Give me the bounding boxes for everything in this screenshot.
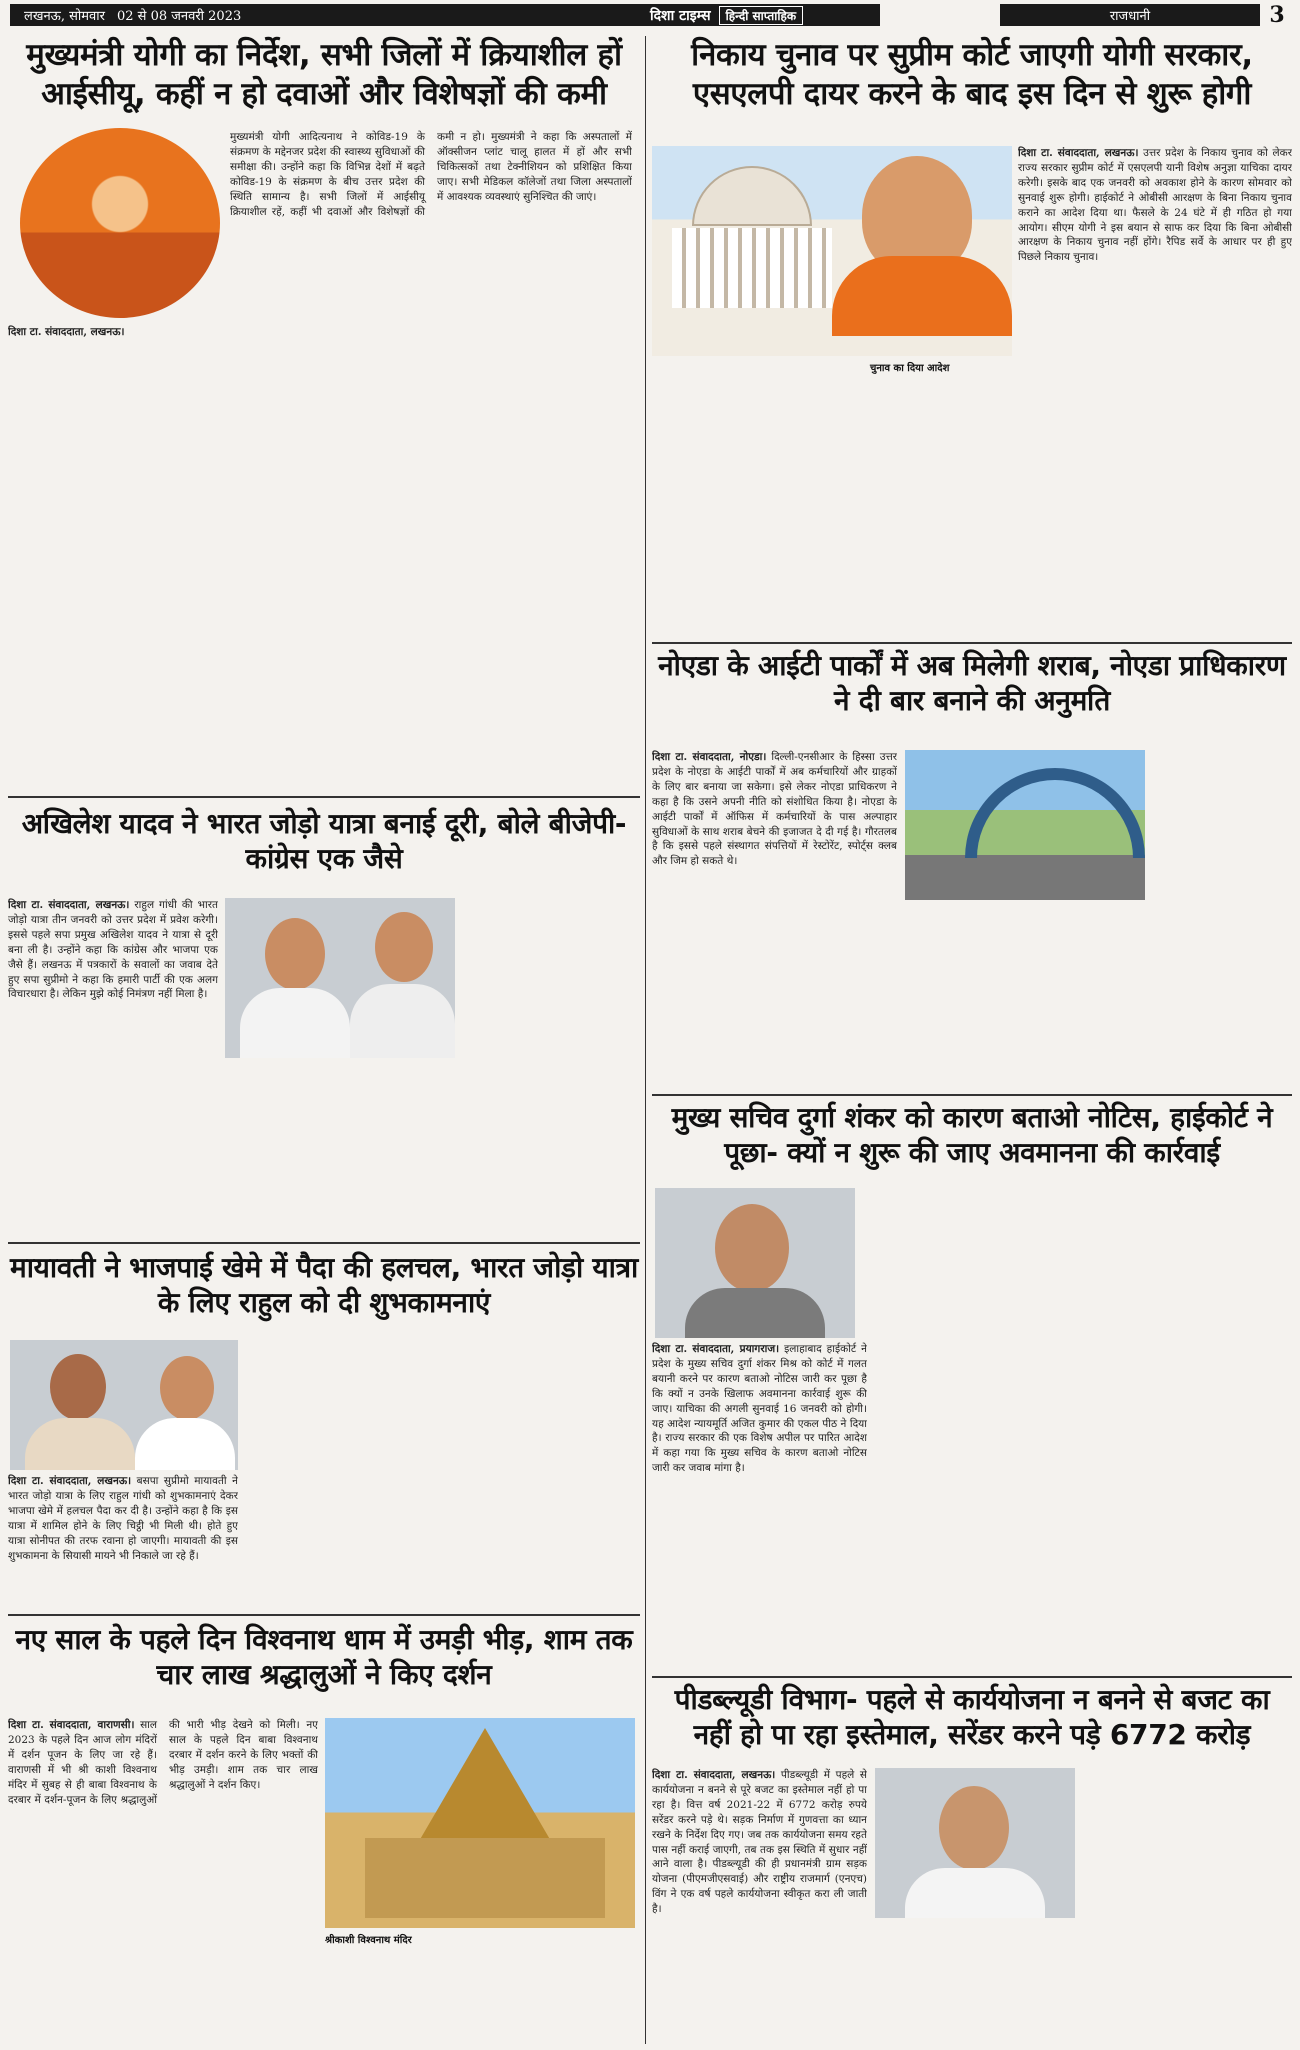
article-chief-secretary-body <box>652 1342 867 1672</box>
dateline: दिशा टा. संवाददाता, लखनऊ। <box>8 899 130 911</box>
masthead <box>0 0 1300 30</box>
article-body: मुख्यमंत्री योगी आदित्यनाथ ने कोविड-19 के संक्रमण के मद्देनजर प्रदेश की स्वास्थ्य सुविधाओं की समीक्षा की। उन्होंने कहा कि विभिन्न देशों में बढ़ते कोविड-19 के संक्रमण के बीच उत्तर प्रदेश की स्थिति सामान्य है। सभी जिलों में आईसीयू क्रियाशील रहें, कहीं भी दवाओं और विशेषज्ञों की कमी न हो। मुख्यमंत्री ने कहा कि अस्पतालों में ऑक्सीजन प्लांट चालू हालत में हों और सभी चिकित्सकों तथा टेक्नीशियन को प्रशिक्षित किया जाए। सभी मेडिकल कॉलेजों तथा जिला अस्पतालों में आवश्यक व्यवस्थाएं सुनिश्चित की जाएं। <box>230 131 632 218</box>
article-body: साल 2023 के पहले दिन आज लोग मंदिरों में दर्शन पूजन के लिए जा रहे हैं। वाराणसी में भी श्री काशी विश्वनाथ मंदिर में सुबह से ही बाबा विश्वनाथ के दरबार में दर्शन-पूजन के लिए श्रद्धालुओं की भारी भीड़ देखने को मिली। नए साल के पहले दिन बाबा विश्वनाथ दरबार में दर्शन करने के लिए भक्तों की भीड़ उमड़ी। शाम तक चार लाख श्रद्धालुओं ने दर्शन किए। <box>8 1719 318 1806</box>
headline: मायावती ने भाजपाई खेमे में पैदा की हलचल, भारत जोड़ो यात्रा के लिए राहुल को दी शुभकामनाएं <box>9 1251 639 1319</box>
paper-name: दिशा टाइम्स <box>650 7 711 24</box>
article-akhilesh-body-left <box>8 898 218 1238</box>
dateline: दिशा टा. संवाददाता, वाराणसी। <box>8 1719 135 1731</box>
article-vishwanath-body <box>8 1718 318 2043</box>
masthead-date: 02 से 08 जनवरी 2023 <box>116 9 242 24</box>
divider <box>652 1676 1292 1678</box>
headline: निकाय चुनाव पर सुप्रीम कोर्ट जाएगी योगी सरकार, एसएलपी दायर करने के बाद इस दिन से शुरू होगी <box>691 37 1253 112</box>
article-pwd <box>652 1682 1292 1752</box>
photo-noida-gate <box>905 750 1145 900</box>
headline: नोएडा के आईटी पार्कों में अब मिलेगी शराब, नोएडा प्राधिकारण ने दी बार बनाने की अनुमति <box>658 649 1286 717</box>
divider <box>8 1614 640 1616</box>
photo-yogi <box>20 128 220 318</box>
article-chief-secretary <box>652 1100 1292 1170</box>
headline: पीडब्ल्यूडी विभाग- पहले से कार्ययोजना न बनने से बजट का नहीं हो पा रहा इस्तेमाल, सरेंडर करने पड़े 6772 करोड़ <box>674 1683 1270 1751</box>
article-yogi-icu-body <box>8 325 640 790</box>
photo-temple <box>325 1718 635 1928</box>
article-vishwanath <box>8 1622 640 1692</box>
photo-jitin-prasada <box>875 1768 1075 1918</box>
article-mayawati-body-left <box>8 1474 238 1609</box>
dateline: दिशा टा. संवाददाता, लखनऊ। <box>8 1475 132 1487</box>
article-supreme-court-body-right <box>1018 146 1292 636</box>
temple-caption <box>325 1932 635 1949</box>
article-body: उत्तर प्रदेश के निकाय चुनाव को लेकर राज्य सरकार सुप्रीम कोर्ट में एसएलपी यानी विशेष अनुज्ञा याचिका दायर करेगी। इसके बाद एक जनवरी को अवकाश होने के कारण सोमवार को सुनवाई शुरू होगी। हाईकोर्ट ने ओबीसी आरक्षण के बिना निकाय चुनाव कराने का आदेश दिया था। फैसले के 24 घंटे में ही गठित हो गया आयोग। सीएम योगी ने इस बयान से साफ कर दिया कि बिना ओबीसी आरक्षण के निकाय चुनाव नहीं होंगे। रैपिड सर्वे के आधार पर ही हुए पिछले निकाय चुनाव। <box>1018 147 1292 264</box>
article-noida <box>652 648 1292 718</box>
divider <box>8 1242 640 1244</box>
column-divider <box>645 36 646 2044</box>
divider <box>8 796 640 798</box>
divider <box>652 642 1292 644</box>
article-noida-body <box>652 750 897 1088</box>
page-number: 3 <box>1269 2 1285 28</box>
divider <box>652 1094 1292 1096</box>
photo-akhilesh <box>225 898 455 1058</box>
article-yogi-icu-body-top <box>230 130 632 320</box>
dateline: दिशा टा. संवाददाता, प्रयागराज। <box>652 1343 780 1355</box>
article-body: पीडब्ल्यूडी में पहले से कार्ययोजना न बनने से पूरे बजट का इस्तेमाल नहीं हो पा रहा है। वित्त वर्ष 2021-22 में 6772 करोड़ रुपये सरेंडर करने पड़े थे। सड़क निर्माण में गुणवत्ता का ध्यान रखने के निर्देश दिए गए। जब तक कार्ययोजना समय रहते पास नहीं कराई जाएगी, तब तक इस स्थिति में सुधार नहीं आने वाला है। पीडब्ल्यूडी की ही प्रधानमंत्री ग्राम सड़क योजना (पीएमजीएसवाई) और राष्ट्रीय राजमार्ग (एनएच) विंग ने एक वर्ष पहले कार्ययोजना स्वीकृत करा ली जाती है। <box>652 1769 867 1916</box>
photo-supreme-court-yogi <box>652 146 1012 356</box>
dateline: दिशा टा. संवाददाता, लखनऊ। <box>1018 147 1139 159</box>
article-body: राहुल गांधी की भारत जोड़ो यात्रा तीन जनवरी को उत्तर प्रदेश में प्रवेश करेगी। इससे पहले सपा प्रमुख अखिलेश यादव ने यात्रा से दूरी बना ली है। उन्होंने कहा कि कांग्रेस और भाजपा एक जैसे हैं। लखनऊ में पत्रकारों के सवालों का जवाब देते हुए सपा सुप्रीमो ने कहा कि हमारी पार्टी की एक अलग विचारधारा है। लेकिन मुझे कोई निमंत्रण नहीं मिला है। <box>8 899 218 1001</box>
masthead-dateline-bar <box>10 4 650 26</box>
article-body: इलाहाबाद हाईकोर्ट ने प्रदेश के मुख्य सचिव दुर्गा शंकर मिश्र को कोर्ट में गलत बयानी करने पर कारण बताओ नोटिस जारी कर पूछा है कि क्यों न उनके खिलाफ अवमानना कार्रवाई शुरू की जाए। याचिका की अगली सुनवाई 16 जनवरी को होगी। यह आदेश न्यायमूर्ति अजित कुमार की एकल पीठ ने दिया है। राज्य सरकार की एक विशेष अपील पर पारित आदेश में कहा गया कि मुख्य सचिव के कारण बताओ नोटिस जारी कर जवाब मांगा है। <box>652 1343 867 1475</box>
supreme-court-caption <box>870 360 1010 377</box>
headline: मुख्य सचिव दुर्गा शंकर को कारण बताओ नोटिस, हाईकोर्ट ने पूछा- क्यों न शुरू की जाए अवमानना की कार्रवाई <box>671 1101 1273 1169</box>
article-pwd-body <box>652 1768 867 2043</box>
masthead-paper-name <box>640 4 880 26</box>
headline: मुख्यमंत्री योगी का निर्देश, सभी जिलों में क्रियाशील हों आईसीयू, कहीं न हो दवाओं और विशेषज्ञों की कमी <box>26 37 622 112</box>
photo-durga-shankar <box>655 1188 855 1338</box>
edition-tag: हिन्दी साप्ताहिक <box>719 6 803 25</box>
dateline: दिशा टा. संवाददाता, लखनऊ। <box>652 1769 776 1781</box>
caption: श्रीकाशी विश्वनाथ मंदिर <box>325 1935 412 1946</box>
caption: चुनाव का दिया आदेश <box>870 363 950 374</box>
article-akhilesh <box>8 806 640 876</box>
article-mayawati <box>8 1250 640 1320</box>
headline: नए साल के पहले दिन विश्वनाथ धाम में उमड़ी भीड़, शाम तक चार लाख श्रद्धालुओं ने किए दर्शन <box>15 1623 633 1691</box>
article-yogi-icu <box>8 36 640 114</box>
dateline: दिशा टा. संवाददाता, नोएडा। <box>652 751 767 763</box>
article-body: दिल्ली-एनसीआर के हिस्सा उत्तर प्रदेश के नोएडा के आईटी पार्कों में अब कर्मचारियों और ग्राहकों के लिए बार बनाया जा सकेगा। इसे लेकर नोएडा प्राधिकरण ने कहा है कि उसने अपनी नीति को संशोधित किया है। नोएडा के आईटी पार्कों में ऑफिस में कर्मचारियों के पास अल्पाहार सुविधाओं के साथ शराब बेचने की इजाजत दे दी गई है। गौरतलब है कि इससे पहले संस्थागत संपत्तियों में रेस्टोरेंट, स्पोर्ट्स क्लब और जिम हो सकते थे। <box>652 751 897 868</box>
section-label: राजधानी <box>1000 4 1260 26</box>
article-supreme-court <box>652 36 1292 114</box>
article-body: बसपा सुप्रीमो मायावती ने भारत जोड़ो यात्रा के लिए राहुल गांधी को शुभकामनाएं देकर भाजपा खेमे में हलचल पैदा कर दी है। उन्होंने कहा है कि इस यात्रा में शामिल होने के लिए चिट्ठी भी मिली थी। होते हुए यात्रा सोनीपत की तरफ रवाना हो जाएगी। मायावती की इस शुभकामना के सियासी मायने भी निकाले जा रहे हैं। <box>8 1475 238 1562</box>
dateline: दिशा टा. संवाददाता, लखनऊ। <box>8 326 125 338</box>
photo-mayawati-rahul <box>10 1340 238 1470</box>
headline: अखिलेश यादव ने भारत जोड़ो यात्रा बनाई दूरी, बोले बीजेपी-कांग्रेस एक जैसे <box>21 807 627 875</box>
masthead-city: लखनऊ, सोमवार <box>24 9 105 24</box>
